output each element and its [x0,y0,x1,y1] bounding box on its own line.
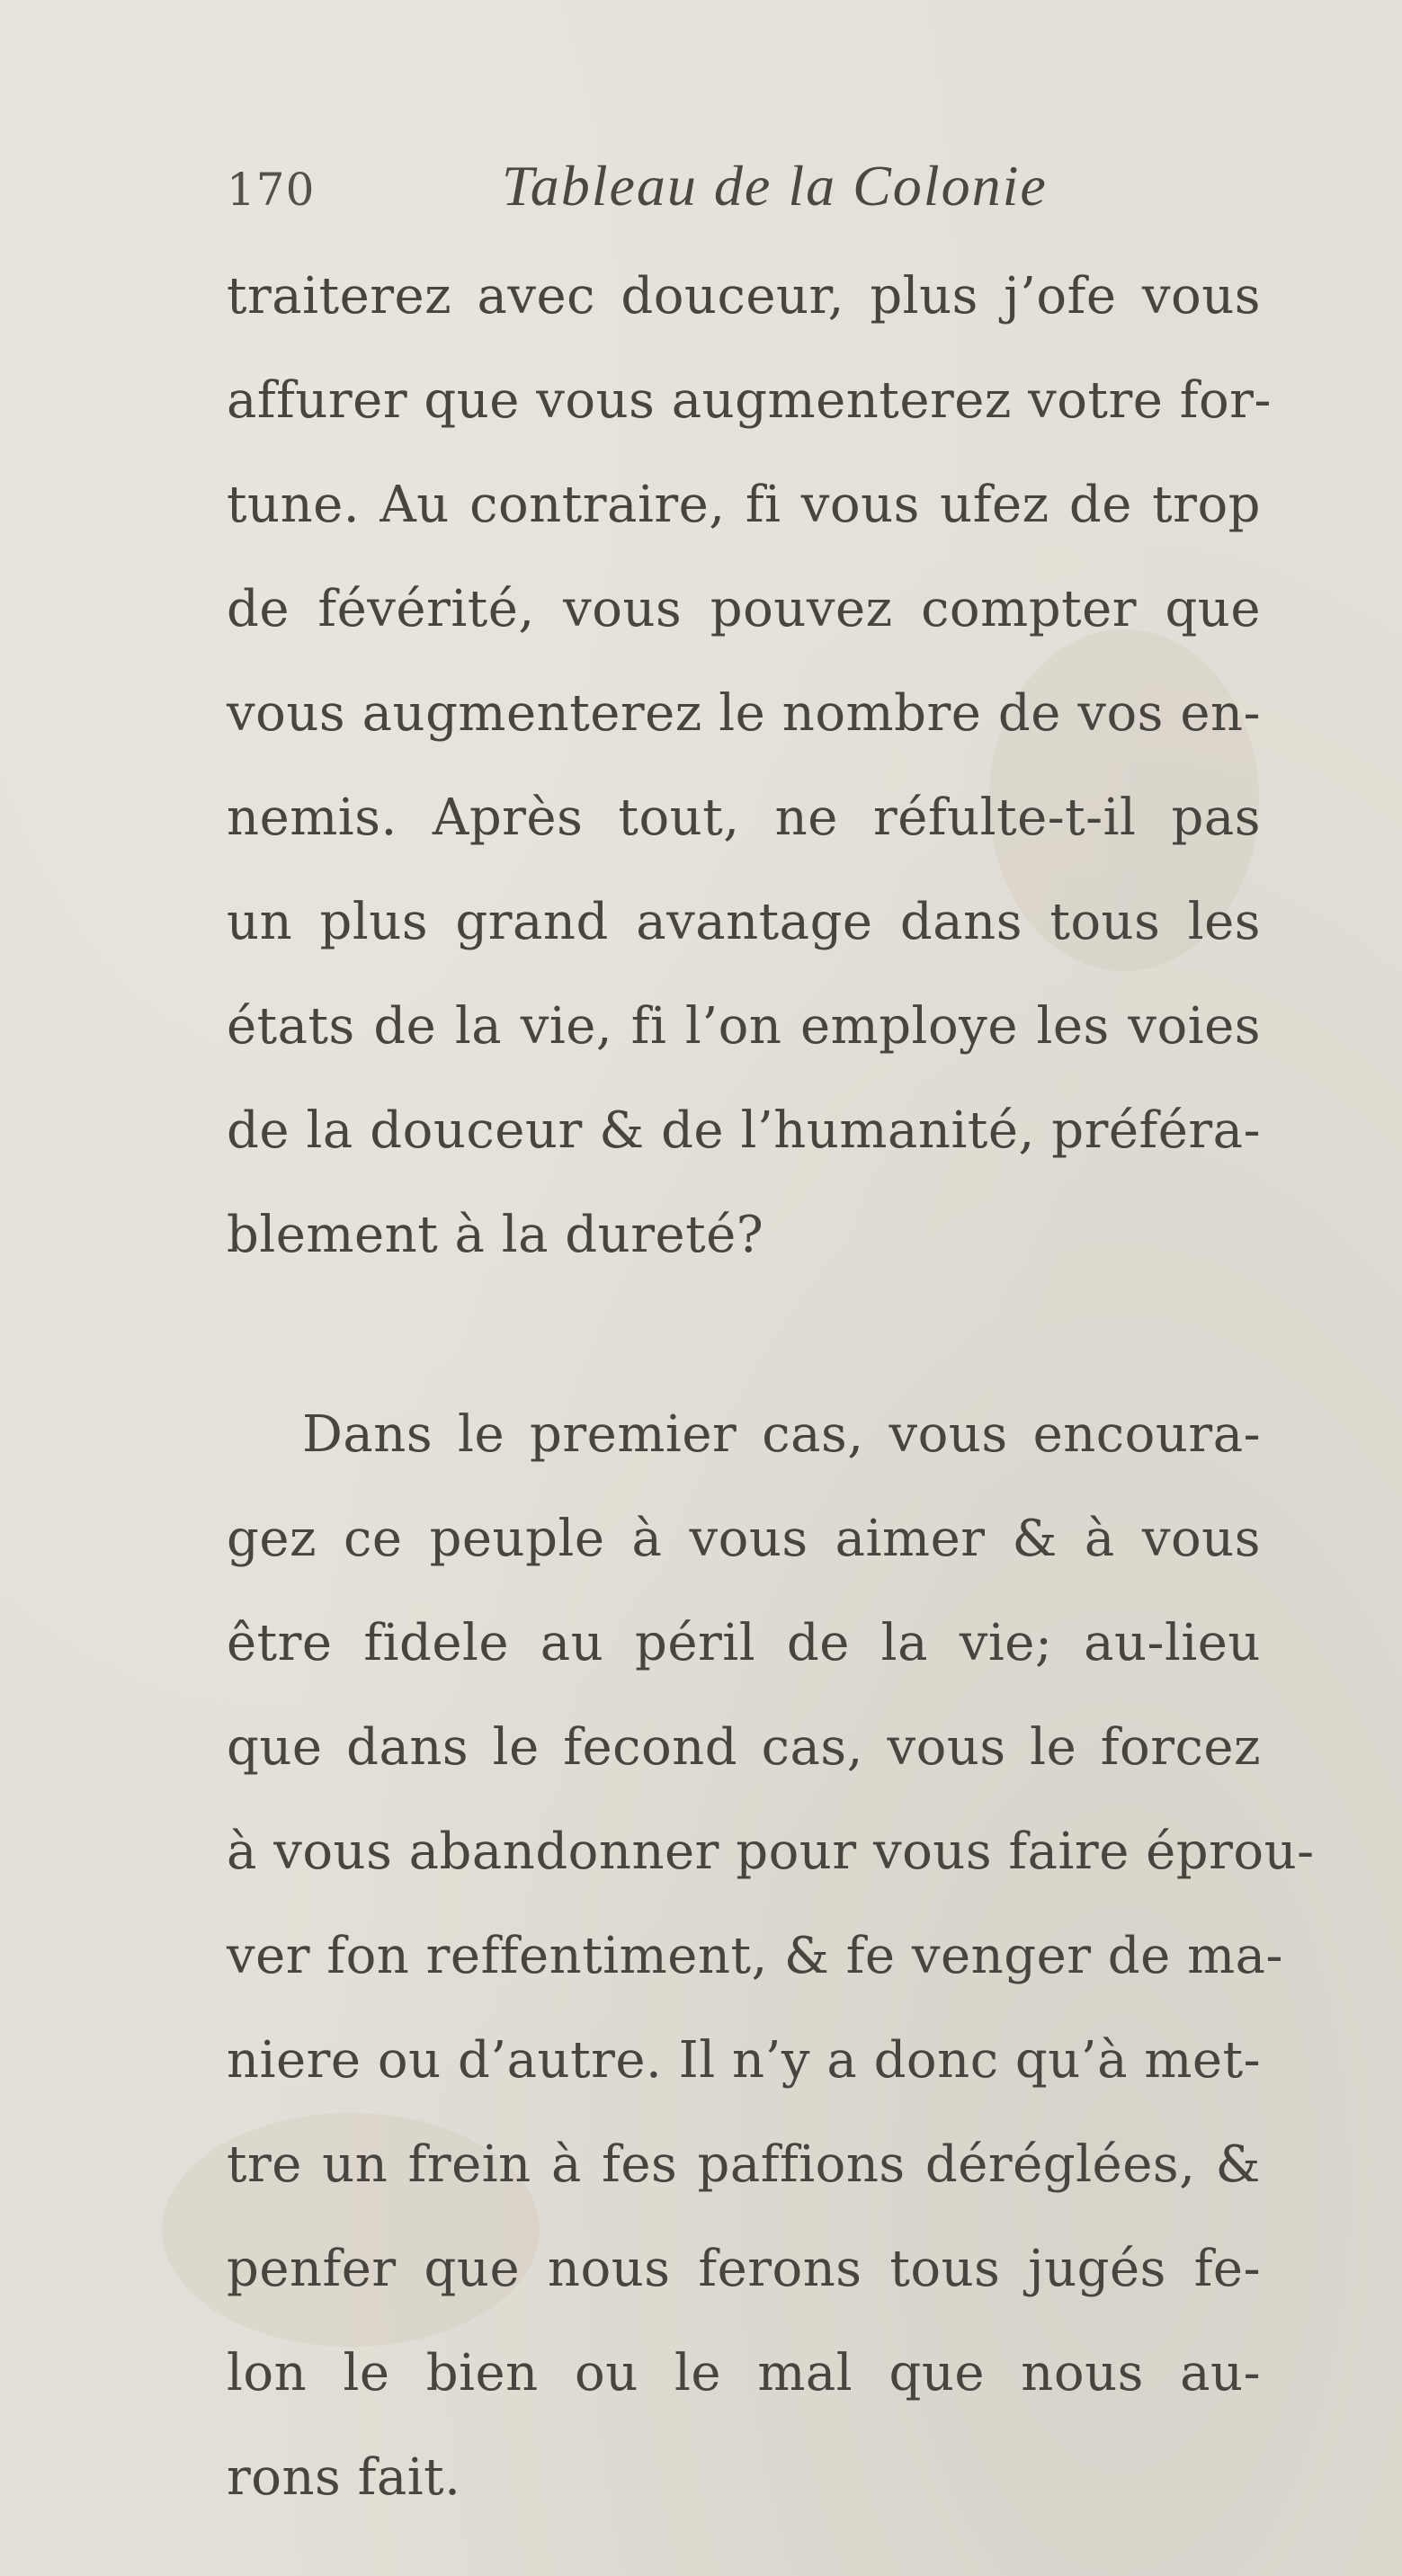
text-line: nemis. Après tout, ne réfulte-t-il pas [227,789,1261,847]
text-line: vous augmenterez le nombre de vos en- [227,684,1261,743]
text-line: rons fait. [227,2448,461,2507]
paragraph-2 [227,1383,1315,2530]
page-number: 170 [227,164,316,216]
text-line: un plus grand avantage dans tous les [227,893,1261,951]
body-text [227,245,1315,2530]
text-line: traiterez avec douceur, plus j’ofe vous [227,267,1261,325]
text-line: de la douceur & de l’humanité, préféra- [227,1101,1261,1160]
paragraph-break [227,1288,1261,1383]
running-head: Tableau de la Colonie [502,154,1048,218]
text-line: ver fon reffentiment, & fe venger de ma- [227,1927,1283,1985]
text-line: être fidele au péril de la vie; au-lieu [227,1614,1261,1672]
text-line: tre un frein à fes paffions déréglées, & [227,2135,1261,2194]
text-line: états de la vie, fi l’on employe les voies [227,997,1261,1056]
text-line: de févérité, vous pouvez compter que [227,580,1261,638]
text-line: à vous abandonner pour vous faire éprou- [227,1823,1315,1881]
text-line: blement à la dureté? [227,1206,764,1264]
text-line: penfer que nous ferons tous jugés fe- [227,2240,1261,2298]
text-line: tune. Au contraire, fi vous ufez de trop [227,476,1261,534]
text-line: gez ce peuple à vous aimer & à vous [227,1510,1261,1568]
text-line: affurer que vous augmenterez votre for- [227,371,1272,430]
paragraph-1 [227,245,1272,1288]
text-line: que dans le fecond cas, vous le forcez [227,1718,1261,1777]
text-line: niere ou d’autre. Il n’y a donc qu’à met- [227,2031,1261,2090]
page-header [227,153,1261,234]
text-line: lon le bien ou le mal que nous au- [227,2344,1261,2402]
text-line: Dans le premier cas, vous encoura- [302,1405,1261,1464]
